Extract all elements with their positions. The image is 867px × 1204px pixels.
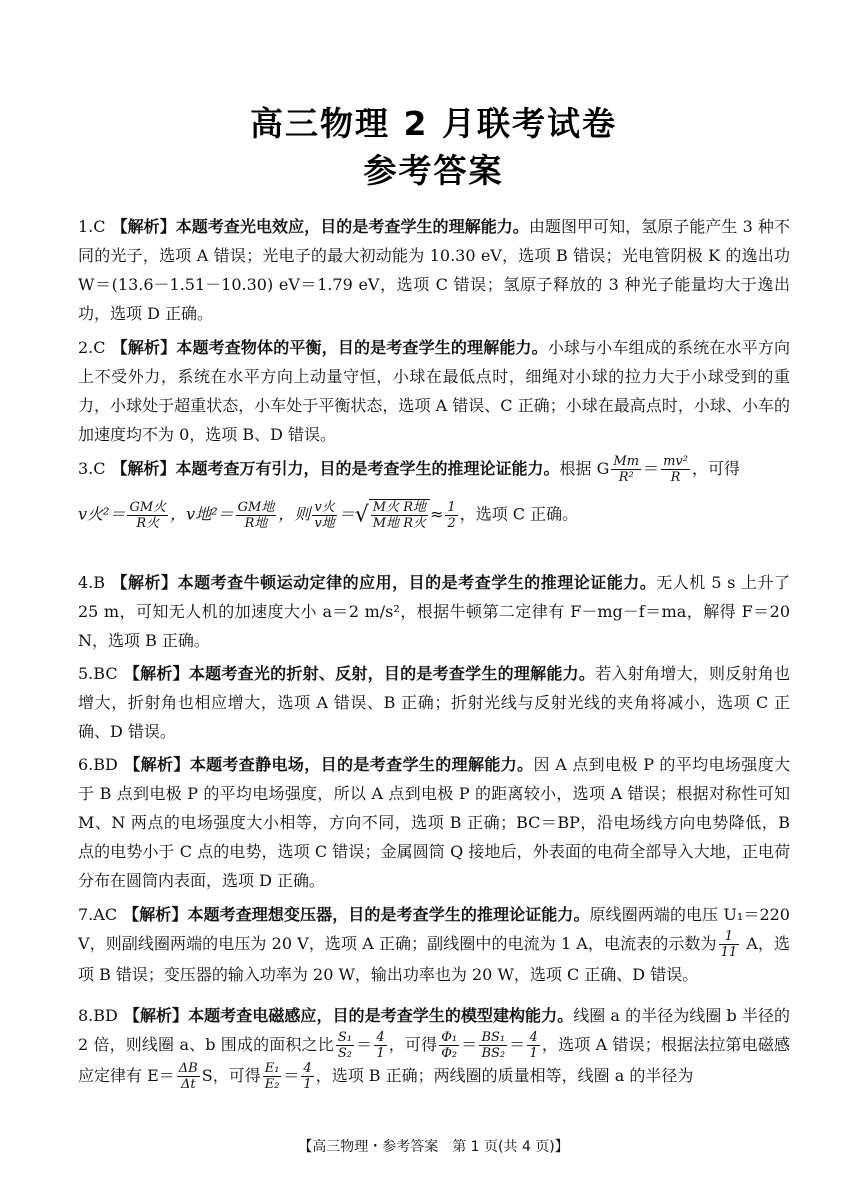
answer-8: 8.BD 【解析】本题考查电磁感应，目的是考查学生的模型建构能力。线圈 a 的半径为线圈 b 半径的 2 倍，则线圈 a、b 围成的面积之比 $\frac{\text{S₁}}{\text{S₂}}$ ＝ $\frac{4}{1}$ ，可得 $\frac{\text{Φ₁}}{\text{Φ₂}}$ ＝ $\frac{\text{BS₁}}{\text{BS₂}}$ ＝ $\frac{4}{1}$ ，选项 A 错误；根据法拉第电磁感应定律有 E＝ $\frac{\Delta B}{\Delta t}$ S，可得 $\frac{\text{E₁}}{\text{E₂}}$ ＝ $\frac{4}{1}$ ，选项 B 正确；两线圈的质量相等，线圈 a 的半径为 xyxy=(78,1006,790,1092)
answer-text: 小球与小车组成的系统在水平方向上不受外力，系统在水平方向上动量守恒，小球在最低点时，细绳对小球的拉力大于小球受到的重力，小球处于超重状态，小车处于平衡状态，选项 A 错误、C 正确；小球在最高点时，小球、小车的加速度均不为 0，选项 B、D 错误。 xyxy=(78,338,790,444)
answer-text: 根据 G xyxy=(559,459,610,478)
answer-tag: 【解析】本题考查牛顿运动定律的应用，目的是考查学生的推理论证能力。 xyxy=(111,573,657,592)
answer-3 xyxy=(78,454,790,535)
answer-tag: 【解析】本题考查万有引力，目的是考查学生的推理论证能力。 xyxy=(111,459,560,478)
answer-6 xyxy=(78,750,790,895)
answer-4 xyxy=(78,568,790,655)
answer-tag: 【解析】本题考查静电场，目的是考查学生的理解能力。 xyxy=(123,755,534,774)
fraction: $\frac{\text{mv²}}{R}$ xyxy=(663,454,688,485)
answer-5 xyxy=(78,659,790,746)
answer-number: 1.C xyxy=(78,217,106,236)
answer-text: 线圈 a 的半径为线圈 b 半径的 2 倍，则线圈 a、b 围成的面积之比 xyxy=(78,1006,790,1054)
fraction: $\frac{\Delta B}{\Delta t}$ xyxy=(178,1061,198,1092)
answer-text: A，选项 B 错误；变压器的输入功率为 20 W，输出功率也为 20 W，选项 C 正确、D 错误。 xyxy=(78,934,790,984)
page-subtitle: 参考答案 xyxy=(363,151,504,190)
answer-number: 3.C xyxy=(78,459,106,478)
answer-text: 无人机 5 s 上升了 25 m，可知无人机的加速度大小 a＝2 m/s²，根据牛顿第二定律有 F－mg－f＝ma，解得 F＝20 N，选项 B 正确。 xyxy=(78,573,790,650)
answer-number: 4.B xyxy=(78,573,106,592)
fraction: $\frac{Mm}{\text{R²}}$ xyxy=(613,454,640,485)
answer-text: 由题图甲可知，氢原子能产生 3 种不同的光子，选项 A 错误；光电子的最大初动能为 10.30 eV，选项 B 错误；光电管阴极 K 的逸出功 W＝(13.6－1.51－10.30) eV＝1.79 eV，选项 C 错误；氢原子释放的 3 种光子能量均大于逸出功，选项 D 正确。 xyxy=(78,217,790,323)
answer-tag: 【解析】本题考查理想变压器，目的是考查学生的推理论证能力。 xyxy=(123,905,590,924)
formula-line: v火²＝ $\frac{\text{GM火}}{\text{R火}}$ ，v地²＝ $\frac{\text{GM地}}{\text{R地}}$ ，则 $\frac{\text{v火}}{\text{v地}}$ ＝√ $\frac{\text{M火 R地}}{\text{M地 R火}}$ ≈ $\frac{1}{2}$ ，选项 C 正确。 xyxy=(78,499,579,531)
answer-tag: 【解析】本题考查电磁感应，目的是考查学生的模型建构能力。 xyxy=(123,1006,574,1025)
answer-7 xyxy=(78,900,790,989)
answer-text: 因 A 点到电极 P 的平均电场强度大于 B 点到电极 P 的平均电场强度，所以 A 点到电极 P 的距离较小，选项 A 错误；根据对称性可知 M、N 两点的电场强度大小相等，方向不同，选项 B 正确；BC＝BP，沿电场线方向电势降低，B 点的电势小于 C 点的电势，选项 C 错误；金属圆筒 Q 接地后，外表面的电荷全部导入大地，正电荷分布在圆筒内表面，选项 D 正确。 xyxy=(78,755,790,890)
fraction: $\frac{\text{Φ₁}}{\text{Φ₂}}$ xyxy=(441,1030,458,1061)
answer-1 xyxy=(78,212,790,328)
answer-tag: 【解析】本题考查光的折射、反射，目的是考查学生的理解能力。 xyxy=(123,664,596,683)
fraction: $\frac{4}{1}$ xyxy=(529,1030,538,1061)
answer-text: 原线圈两端的电压 U₁＝220 V，则副线圈两端的电压为 20 V，选项 A 正确；副线圈中的电流为 1 A，电流表的示数为 xyxy=(78,905,790,953)
answer-number: 5.BC xyxy=(78,664,118,683)
answer-text: 若入射角增大，则反射角也增大，折射角也相应增大，选项 A 错误、B 正确；折射光线与反射光线的夹角将减小，选项 C 正确、D 错误。 xyxy=(78,664,790,741)
answer-number: 2.C xyxy=(78,338,106,357)
answer-tag: 【解析】本题考查光电效应，目的是考查学生的理解能力。 xyxy=(111,217,529,236)
equals-sign: ＝ xyxy=(643,459,660,478)
answer-2 xyxy=(78,333,790,449)
sqrt-icon: √ xyxy=(354,502,369,528)
fraction: $\frac{\text{BS₁}}{\text{BS₂}}$ xyxy=(481,1030,506,1061)
page-footer: 【高三物理・参考答案 第 1 页(共 4 页)】 xyxy=(298,1139,569,1155)
fraction: $\frac{4}{1}$ xyxy=(376,1030,385,1061)
fraction: $\frac{4}{1}$ xyxy=(303,1061,312,1092)
fraction: $\frac{\text{S₁}}{\text{S₂}}$ xyxy=(337,1030,353,1061)
page-title: 高三物理 2 月联考试卷 xyxy=(250,104,617,143)
answer-tag: 【解析】本题考查物体的平衡，目的是考查学生的理解能力。 xyxy=(111,338,548,357)
fraction: $\frac{1}{11}$ xyxy=(720,929,738,960)
answer-number: 8.BD xyxy=(78,1006,118,1025)
answer-text: ，可得 xyxy=(691,459,740,478)
answer-number: 7.AC xyxy=(78,905,118,924)
answer-number: 6.BD xyxy=(78,755,118,774)
fraction: $\frac{\text{E₁}}{\text{E₂}}$ xyxy=(264,1061,280,1092)
